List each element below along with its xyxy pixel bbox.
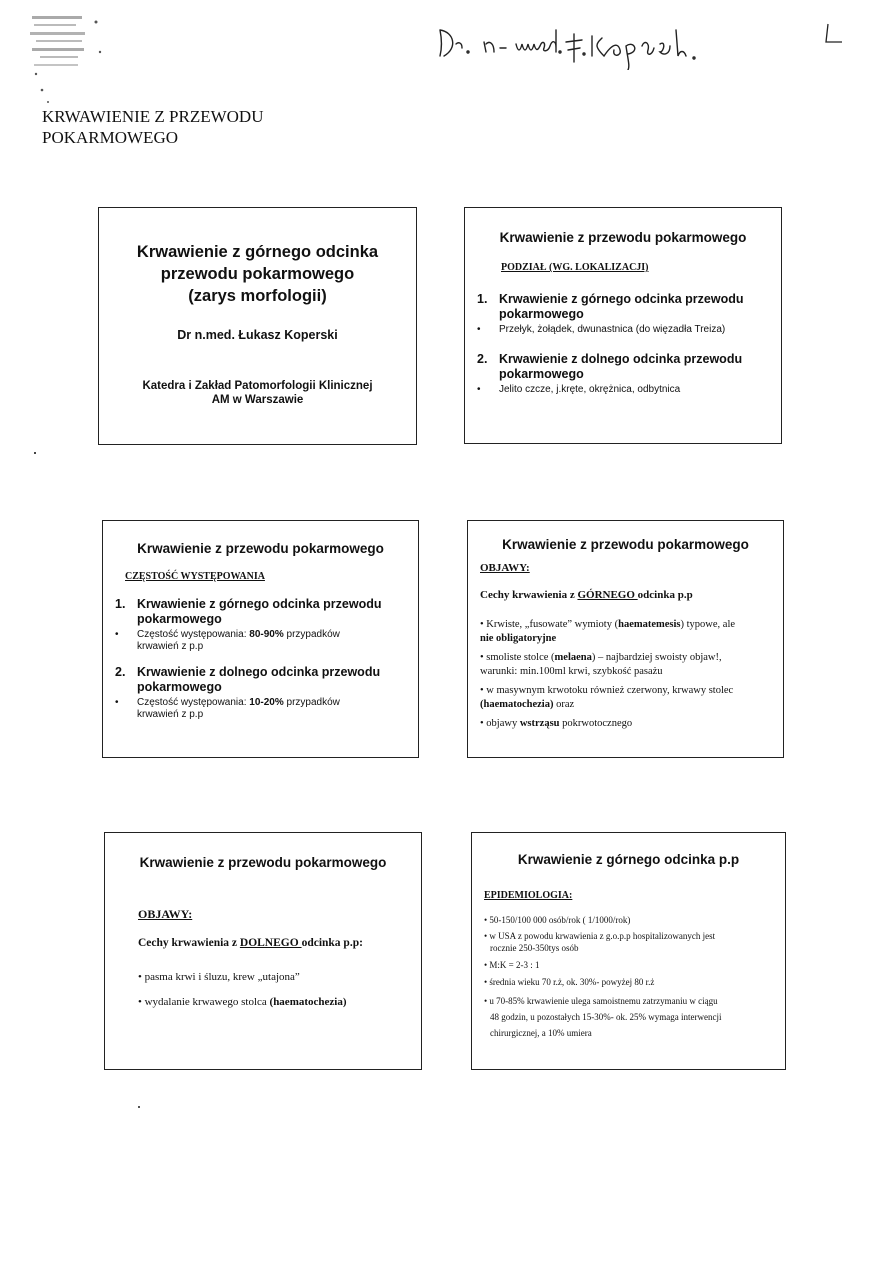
slide4-bullet-2-pre: • smoliste stolce ( [480, 652, 555, 663]
slide-upper-symptoms [467, 520, 784, 758]
slide4-bullet-2-post: ) – najbardziej swoisty objaw!, [591, 652, 722, 663]
slide3-item-1-bullet-post: przypadków [283, 629, 340, 640]
slide3-item-1-line1: Krwawienie z górnego odcinka przewodu [137, 597, 382, 611]
slide2-item-1-line1: Krwawienie z górnego odcinka przewodu [499, 292, 744, 306]
slide3-item-2-line2: pokarmowego [137, 680, 222, 694]
slide2-item-2-line1: Krwawienie z dolnego odcinka przewodu [499, 352, 743, 366]
slide1-title-line3: (zarys morfologii) [188, 287, 327, 305]
slide3-item-2-bullet-post: przypadków [283, 697, 340, 708]
slide4-title: Krwawienie z przewodu pokarmowego [502, 537, 749, 552]
slide5-features-lower: DOLNEGO [239, 937, 302, 949]
slide4-bullet-4 [480, 717, 780, 731]
slide2-item-2-bullet-text: Jelito czcze, j.kręte, okrężnica, odbytnica [499, 384, 681, 395]
slide6-bullet-3: • M:K = 2-3 : 1 [484, 960, 540, 970]
slide2-item-1-bullet: • Przełyk, żołądek, dwunastnica (do więzadła Treiza) [477, 324, 726, 335]
slide-classification [464, 207, 782, 444]
slide2-list [477, 292, 773, 396]
slide4-bullet-2-term: melaena [554, 652, 592, 663]
scan-speck [138, 1106, 140, 1108]
slide-frequency [102, 520, 419, 758]
document-header [42, 106, 264, 148]
slide6-title: Krwawienie z górnego odcinka p.p [517, 852, 740, 867]
slide3-item-1-bullet-percent: 80-90% [249, 629, 284, 640]
slide3-title: Krwawienie z przewodu pokarmowego [137, 541, 384, 556]
slide5-subtitle: OBJAWY: [138, 907, 193, 921]
slide6-bullet-2 [484, 930, 782, 954]
slide1-institution-line1: Katedra i Zakład Patomorfologii Klinicznej [142, 380, 373, 392]
slide3-list [115, 597, 411, 721]
slide5-title: Krwawienie z przewodu pokarmowego [139, 855, 387, 870]
header-line-2: POKARMOWEGO [42, 128, 178, 147]
slide-lower-symptoms [104, 832, 422, 1070]
slide4-features-upper: GÓRNEGO [577, 589, 638, 601]
slide2-item-1 [477, 292, 773, 322]
slide3-item-2-bullet-line2: krwawień z p.p [137, 709, 204, 720]
slide5-features-heading [138, 937, 363, 949]
slide3-item-1-bullet-line2: krwawień z p.p [137, 641, 204, 652]
slide4-bullet-3-term: (haematochezia) [480, 699, 554, 710]
slide3-item-2-line1: Krwawienie z dolnego odcinka przewodu [137, 665, 381, 679]
slide4-bullet-2 [480, 651, 780, 679]
slide4-bullet-3-line1: • w masywnym krwotoku również czerwony, krwawy stolec [480, 685, 734, 696]
slide3-item-1 [115, 597, 411, 627]
slide6-subtitle: EPIDEMIOLOGIA: [484, 890, 573, 901]
slide-epidemiology [471, 832, 786, 1070]
slide3-item-1-line2: pokarmowego [137, 612, 222, 626]
slide2-item-1-number: 1. [477, 292, 488, 306]
scan-noise-stamp [28, 12, 118, 107]
slide2-item-2-line2: pokarmowego [499, 367, 584, 381]
corner-handwritten-mark [822, 22, 846, 46]
slide4-bullet-1-pre: • Krwiste, „fusowate” wymioty ( [480, 619, 619, 630]
slide4-bullet-2-line2: warunki: min.100ml krwi, szybkość pasażu [480, 666, 663, 677]
slide1-author: Dr n.med. Łukasz Koperski [177, 328, 338, 342]
slide2-title: Krwawienie z przewodu pokarmowego [499, 230, 747, 245]
slide3-item-2-bullet: • Częstość występowania: 10-20% przypadków krwawień z p.p [115, 697, 340, 720]
slide2-item-1-line2: pokarmowego [499, 307, 584, 321]
slide3-item-2-number: 2. [115, 665, 126, 679]
slide4-bullet-4-post: pokrwotocznego [559, 718, 633, 729]
slide1-title [99, 241, 416, 307]
slide3-item-2-bullet-percent: 10-20% [249, 697, 284, 708]
slide2-item-1-text [499, 292, 743, 322]
slide4-features-pre: Cechy krwawienia z [480, 589, 578, 601]
slide2-item-1-bullet-text: Przełyk, żołądek, dwunastnica (do więzadła Treiza) [499, 324, 726, 335]
slide5-bullet-2 [138, 995, 347, 1009]
slide1-institution [99, 379, 416, 407]
slide4-bullet-1-post: ) typowe, ale [680, 619, 736, 630]
slide1-title-line2: przewodu pokarmowego [160, 265, 355, 283]
slide2-item-2 [477, 352, 773, 382]
slide5-bullet-2-term: (haematochezia) [269, 996, 347, 1008]
header-line-1: KRWAWIENIE Z PRZEWODU [42, 107, 264, 126]
slide3-item-1-number: 1. [115, 597, 126, 611]
slide6-bullet-5-line3: chirurgicznej, a 10% umiera [490, 1028, 592, 1038]
slide4-bullet-4-pre: • objawy [480, 718, 520, 729]
slide5-features-post: odcinka p.p: [301, 937, 363, 949]
slide4-bullet-1 [480, 618, 780, 646]
slide3-item-2 [115, 665, 411, 695]
slide4-bullet-3-post: oraz [553, 699, 575, 710]
slide6-bullets [484, 914, 782, 1041]
slide4-bullet-1-term: haematemesis [618, 619, 681, 630]
slide2-item-2-text [499, 352, 742, 382]
scan-speck [34, 452, 36, 454]
slide5-bullet-2-pre: • wydalanie krwawego stolca [138, 996, 270, 1008]
slide4-bullet-4-term: wstrząsu [519, 718, 560, 729]
slide3-item-2-bullet-text [137, 697, 340, 721]
slide3-subtitle: CZĘSTOŚĆ WYSTĘPOWANIA [125, 571, 265, 582]
slide3-item-1-bullet: • Częstość występowania: 80-90% przypadków krwawień z p.p [115, 629, 340, 652]
slide4-bullet-3 [480, 684, 780, 712]
slide6-bullet-4: • średnia wieku 70 r.ż, ok. 30%- powyżej 80 r.ż [484, 977, 655, 987]
slide5-features-pre: Cechy krwawienia z [138, 937, 240, 949]
slide3-item-1-text [137, 597, 381, 627]
slide4-features-post: odcinka p.p [637, 589, 693, 601]
slide2-item-2-number: 2. [477, 352, 488, 366]
slide-title-card [98, 207, 417, 445]
slide6-bullet-5-line2: 48 godzin, u pozostałych 15-30%- ok. 25% wymaga interwencji [490, 1012, 722, 1022]
slide5-bullet-1: • pasma krwi i śluzu, krew „utajona” [138, 971, 300, 983]
slide6-bullet-2-line2: rocznie 250-350tys osób [490, 943, 579, 953]
slide6-bullet-1: • 50-150/100 000 osób/rok ( 1/1000/rok) [484, 915, 631, 925]
slide3-item-1-bullet-pre: Częstość występowania: [137, 629, 250, 640]
slide1-title-line1: Krwawienie z górnego odcinka [136, 243, 379, 261]
slide3-item-2-text [137, 665, 380, 695]
slide3-item-1-bullet-text [137, 629, 340, 653]
slide4-bullet-1-line2: nie obligatoryjne [480, 633, 557, 644]
slide2-item-2-bullet: • Jelito czcze, j.kręte, okrężnica, odbytnica [477, 384, 681, 395]
slide6-bullet-5-line1: • u 70-85% krwawienie ulega samoistnemu zatrzymaniu w ciągu [484, 996, 718, 1006]
slide6-bullet-2-line1: • w USA z powodu krwawienia z g.o.p.p hospitalizowanych jest [484, 931, 716, 941]
slide2-subtitle: PODZIAŁ (WG. LOKALIZACJI) [501, 262, 649, 273]
slide6-bullet-5 [484, 993, 782, 1041]
handwritten-signature [432, 22, 722, 70]
slide3-item-2-bullet-pre: Częstość występowania: [137, 697, 250, 708]
slide4-subtitle: OBJAWY: [480, 562, 530, 574]
slide4-bullets [480, 618, 780, 731]
slide4-features-heading [480, 589, 693, 601]
slide1-institution-line2: AM w Warszawie [211, 394, 304, 406]
